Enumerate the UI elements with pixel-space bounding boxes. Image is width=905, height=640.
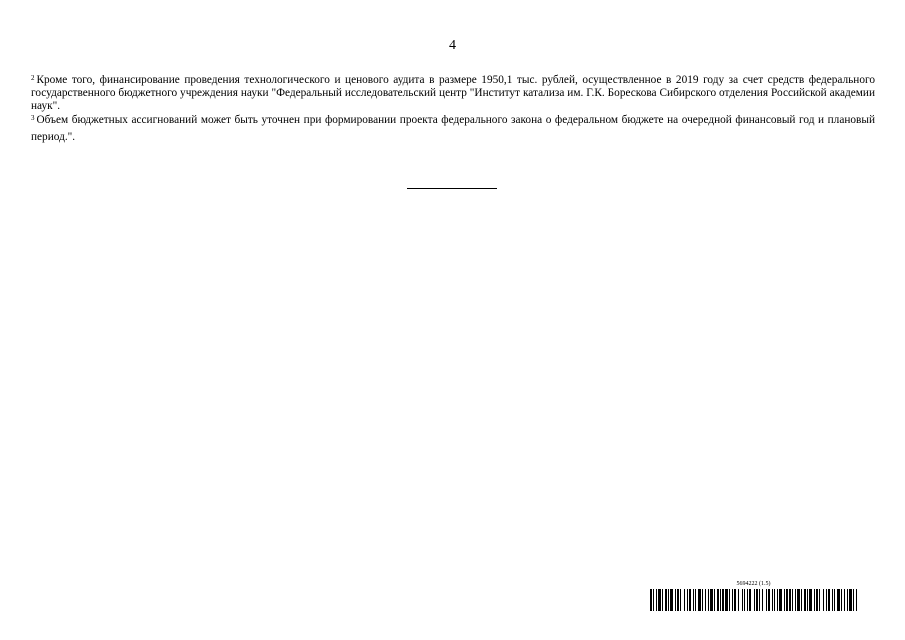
barcode-bar [710, 589, 713, 611]
barcode-bar [809, 589, 812, 611]
barcode-bar [693, 589, 694, 611]
barcode-bar [772, 589, 773, 611]
barcode-bar [742, 589, 743, 611]
barcode-bar [717, 589, 719, 611]
barcode-bar [784, 589, 785, 611]
barcode-bar [823, 589, 824, 611]
barcode-bar [774, 589, 775, 611]
document-barcode [650, 581, 857, 611]
barcode-bar [832, 589, 833, 611]
barcode-label: 5694222 (1.5) [736, 581, 771, 587]
barcode-bar [744, 589, 745, 611]
barcode-bar [749, 589, 751, 611]
barcode-bar [801, 589, 802, 611]
barcode-bar [789, 589, 791, 611]
barcode-bar [714, 589, 715, 611]
page-number: 4 [449, 38, 456, 53]
barcode-bar [680, 589, 681, 611]
barcode-bar [698, 589, 701, 611]
barcode-bar [762, 589, 763, 611]
barcode-bar [853, 589, 854, 611]
barcode-bar [795, 589, 796, 611]
barcode-bar [768, 589, 770, 611]
footnote-marker: 3 [31, 114, 35, 122]
barcode-bar [720, 589, 721, 611]
footnote-2 [31, 74, 875, 113]
barcode-bar [777, 589, 778, 611]
barcode-bar [856, 589, 857, 611]
barcode-bar [754, 589, 755, 611]
barcode-bar [759, 589, 760, 611]
footnote-end-divider [407, 188, 497, 189]
barcode-bar [670, 589, 673, 611]
barcode-bar [779, 589, 782, 611]
barcode-bar [658, 589, 661, 611]
barcode-bar [702, 589, 703, 611]
barcode-bar [826, 589, 827, 611]
barcode-bar [665, 589, 667, 611]
barcode-bar [729, 589, 730, 611]
barcode-bar [695, 589, 696, 611]
barcode-bar [819, 589, 820, 611]
footnote-3 [31, 112, 875, 146]
footnote-marker: 2 [31, 74, 35, 82]
barcode-bar [797, 589, 800, 611]
barcode-bar [738, 589, 739, 611]
footnote-text: Кроме того, финансирование проведения технологического и ценового аудита в размере 1950,1 тыс. рублей, осуществленное в 2019 году за счет средств федерального государственного бюджетного учреждения науки "Федеральный исследовательский центр "Институт катализа им. Г.К. Борескова Сибирского отделения Российской академии наук". [31, 74, 875, 112]
barcode-bar [662, 589, 663, 611]
barcode-bar [668, 589, 669, 611]
barcode-bar [828, 589, 830, 611]
barcode-bar [849, 589, 852, 611]
barcode-bar [847, 589, 848, 611]
barcode-bar [677, 589, 679, 611]
barcode-bar [734, 589, 736, 611]
barcode-bar [656, 589, 657, 611]
barcode-bar [792, 589, 793, 611]
barcode-bar [756, 589, 758, 611]
barcode-bar [786, 589, 788, 611]
barcode-icon [650, 589, 857, 611]
barcode-bar [687, 589, 688, 611]
barcode-bar [844, 589, 845, 611]
barcode-bar [708, 589, 709, 611]
barcode-bar [766, 589, 767, 611]
barcode-bar [705, 589, 706, 611]
footnote-text: Объем бюджетных ассигнований может быть уточнен при формировании проекта федерального закона о федеральном бюджете на очередной финансовый год и плановый период.". [31, 114, 875, 143]
barcode-bar [650, 589, 652, 611]
barcode-bar [675, 589, 676, 611]
barcode-bar [732, 589, 733, 611]
barcode-bar [747, 589, 748, 611]
footnotes [31, 74, 875, 146]
barcode-bar [725, 589, 728, 611]
barcode-bar [653, 589, 654, 611]
barcode-bar [689, 589, 691, 611]
barcode-bar [804, 589, 806, 611]
barcode-bar [841, 589, 842, 611]
barcode-bar [834, 589, 835, 611]
barcode-bar [807, 589, 808, 611]
barcode-bar [684, 589, 685, 611]
barcode-bar [814, 589, 815, 611]
barcode-bar [816, 589, 818, 611]
barcode-bar [837, 589, 840, 611]
barcode-bar [722, 589, 724, 611]
